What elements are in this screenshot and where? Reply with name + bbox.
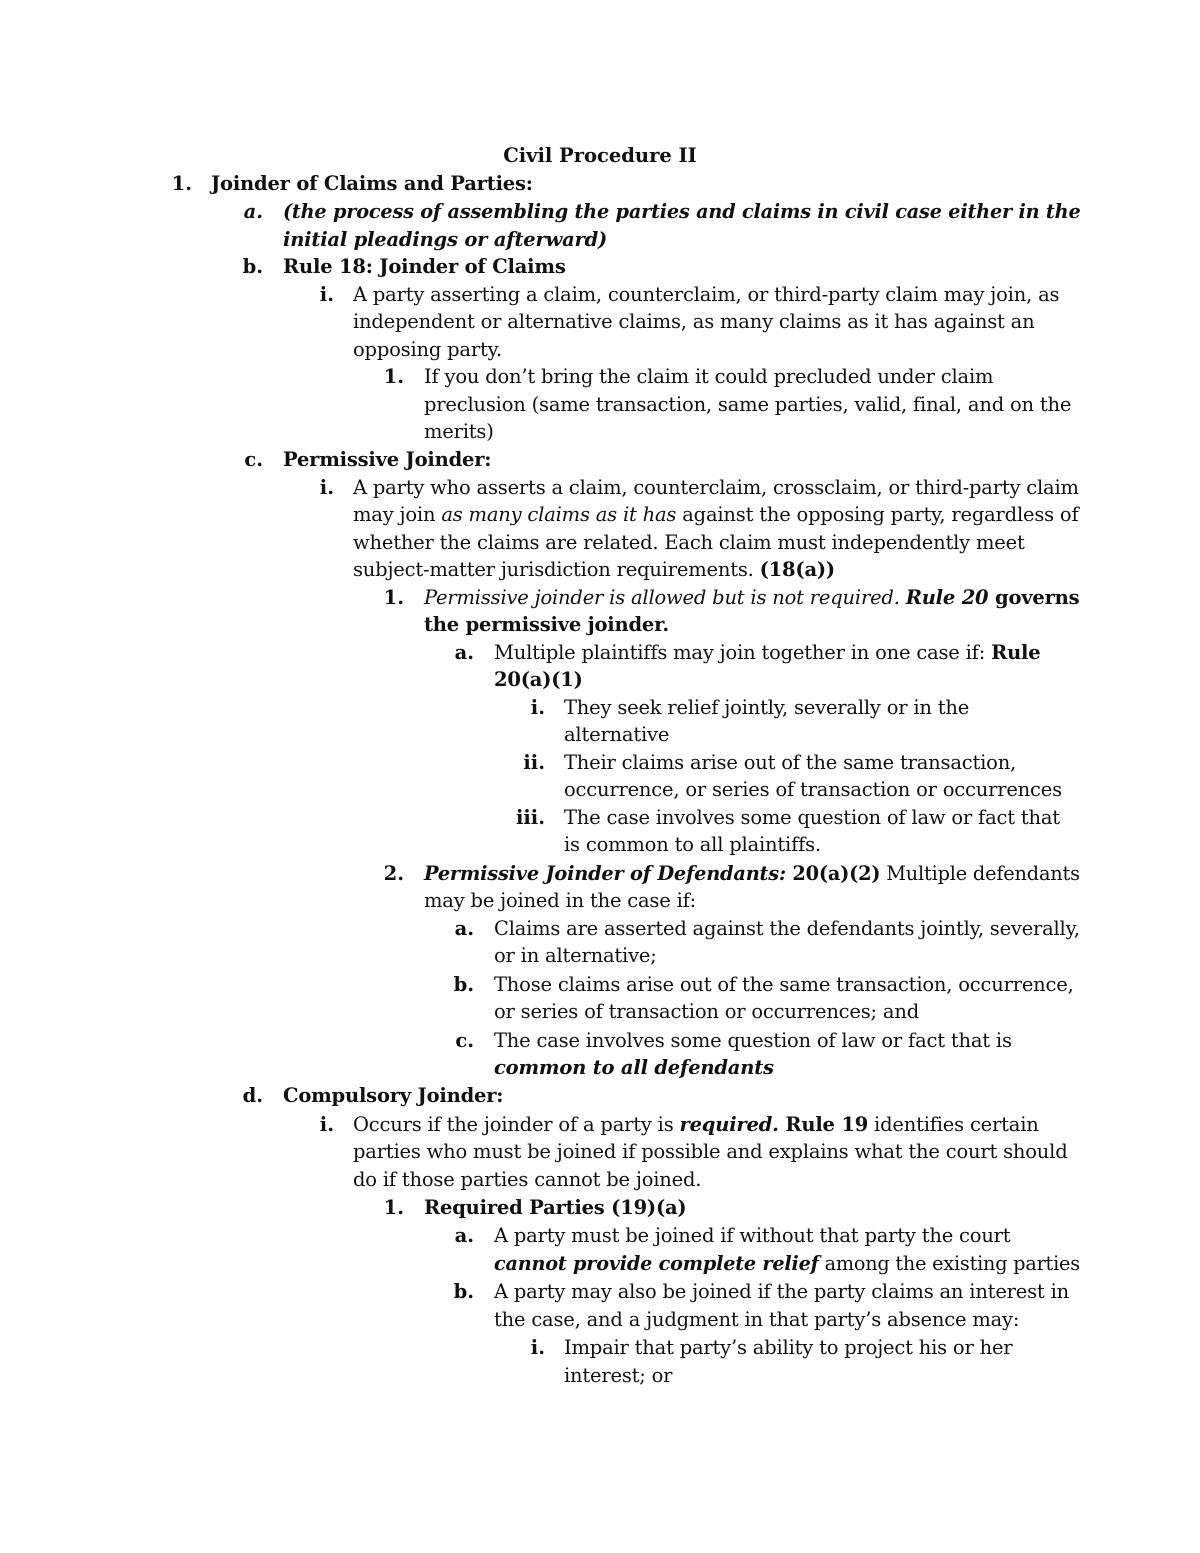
text-line: The case involves some question of law or fact that	[564, 806, 1060, 829]
list-marker: b.	[453, 1280, 474, 1303]
text-line: (the process of assembling the parties and claims in civil case either in the	[283, 200, 1081, 223]
list-marker: 1.	[383, 1196, 404, 1219]
text-line	[424, 860, 1080, 888]
text-line: A party who asserts a claim, counterclaim, crossclaim, or third-party claim	[353, 476, 1079, 499]
text-line: occurrence, or series of transaction or occurrences	[564, 778, 1062, 801]
text-run-bold: Rule	[991, 641, 1041, 664]
list-marker: i.	[530, 696, 545, 719]
text-run-bold-italic: required.	[679, 1113, 779, 1136]
text-line: A party asserting a claim, counterclaim, or third-party claim may join, as	[353, 283, 1060, 306]
text-line: common to all defendants	[494, 1056, 774, 1079]
list-marker: a.	[243, 200, 263, 223]
text-run: Multiple defendants	[880, 862, 1080, 885]
text-line	[494, 639, 1040, 667]
text-run-bold-italic: Permissive Joinder of Defendants:	[424, 862, 786, 885]
text-line	[494, 1250, 1080, 1278]
text-line	[353, 501, 1079, 529]
text-line: parties who must be joined if possible and explains what the court should	[353, 1140, 1068, 1163]
text-line: Required Parties (19)(a)	[424, 1196, 687, 1219]
text-line: opposing party.	[353, 338, 502, 361]
list-marker: a.	[454, 641, 474, 664]
text-line	[353, 1111, 1039, 1139]
text-run-bold: governs	[988, 586, 1080, 609]
list-marker: a.	[454, 1224, 474, 1247]
text-line: A party may also be joined if the party claims an interest in	[494, 1280, 1069, 1303]
subsection-heading: Compulsory Joinder:	[283, 1084, 504, 1107]
text-line: independent or alternative claims, as many claims as it has against an	[353, 310, 1035, 333]
text-line: or series of transaction or occurrences; and	[494, 1000, 919, 1023]
text-run: identifies certain	[868, 1113, 1039, 1136]
section-heading: Joinder of Claims and Parties:	[211, 172, 533, 195]
text-run-bold: Rule 19	[778, 1113, 869, 1136]
text-line: preclusion (same transaction, same parties, valid, final, and on the	[424, 393, 1072, 416]
list-marker: 1.	[383, 365, 404, 388]
text-run: against the opposing party, regardless of	[676, 503, 1079, 526]
text-line: the case, and a judgment in that party’s absence may:	[494, 1308, 1020, 1331]
list-marker: i.	[319, 476, 334, 499]
subsection-heading: Rule 18: Joinder of Claims	[283, 255, 566, 278]
text-line: may be joined in the case if:	[424, 889, 696, 912]
list-marker: 1.	[383, 586, 404, 609]
text-run-bold-italic: Rule 20	[905, 586, 989, 609]
text-run: Occurs if the joinder of a party is	[353, 1113, 680, 1136]
text-line: Those claims arise out of the same transaction, occurrence,	[494, 973, 1074, 996]
text-line: the permissive joinder.	[424, 613, 669, 636]
list-marker: i.	[319, 1113, 334, 1136]
list-marker: b.	[453, 973, 474, 996]
list-marker: iii.	[515, 806, 545, 829]
text-line: They seek relief jointly, severally or in the	[564, 696, 970, 719]
list-marker: 2.	[383, 862, 404, 885]
text-line: merits)	[424, 420, 494, 443]
text-line: Their claims arise out of the same transaction,	[564, 751, 1017, 774]
text-run-italic: as many claims as it has	[441, 503, 677, 526]
text-line: alternative	[564, 723, 670, 746]
list-marker: b.	[242, 255, 263, 278]
document-title: Civil Procedure II	[503, 144, 697, 167]
list-marker: c.	[244, 448, 263, 471]
text-run-italic: Permissive joinder is allowed but is not required.	[424, 586, 906, 609]
text-run-bold: 20(a)(2)	[785, 862, 881, 885]
text-run: may join	[353, 503, 442, 526]
text-line: initial pleadings or afterward)	[283, 228, 608, 251]
text-line: 20(a)(1)	[494, 668, 583, 691]
subsection-heading: Permissive Joinder:	[283, 448, 492, 471]
text-run: subject-matter jurisdiction requirements.	[353, 558, 760, 581]
text-line: whether the claims are related. Each claim must independently meet	[353, 531, 1025, 554]
text-run: Multiple plaintiffs may join together in one case if:	[494, 641, 992, 664]
text-line: do if those parties cannot be joined.	[353, 1168, 702, 1191]
text-line	[353, 556, 835, 584]
list-marker: d.	[242, 1084, 263, 1107]
text-run-bold: (18(a))	[759, 558, 835, 581]
text-line	[424, 584, 1079, 612]
text-run-bold-italic: cannot provide complete relief	[494, 1252, 819, 1275]
list-marker: c.	[455, 1029, 474, 1052]
text-run: among the existing parties	[818, 1252, 1080, 1275]
text-line: Impair that party’s ability to project his or her	[564, 1336, 1013, 1359]
list-marker: a.	[454, 917, 474, 940]
list-marker: i.	[530, 1336, 545, 1359]
text-line: If you don’t bring the claim it could precluded under claim	[424, 365, 994, 388]
text-line: interest; or	[564, 1364, 673, 1387]
text-line: or in alternative;	[494, 944, 657, 967]
list-marker: ii.	[523, 751, 545, 774]
text-line: Claims are asserted against the defendants jointly, severally,	[494, 917, 1080, 940]
list-marker: 1.	[171, 172, 192, 195]
text-line: A party must be joined if without that party the court	[494, 1224, 1011, 1247]
text-line: is common to all plaintiffs.	[564, 833, 821, 856]
list-marker: i.	[319, 283, 334, 306]
text-line: The case involves some question of law or fact that is	[494, 1029, 1012, 1052]
